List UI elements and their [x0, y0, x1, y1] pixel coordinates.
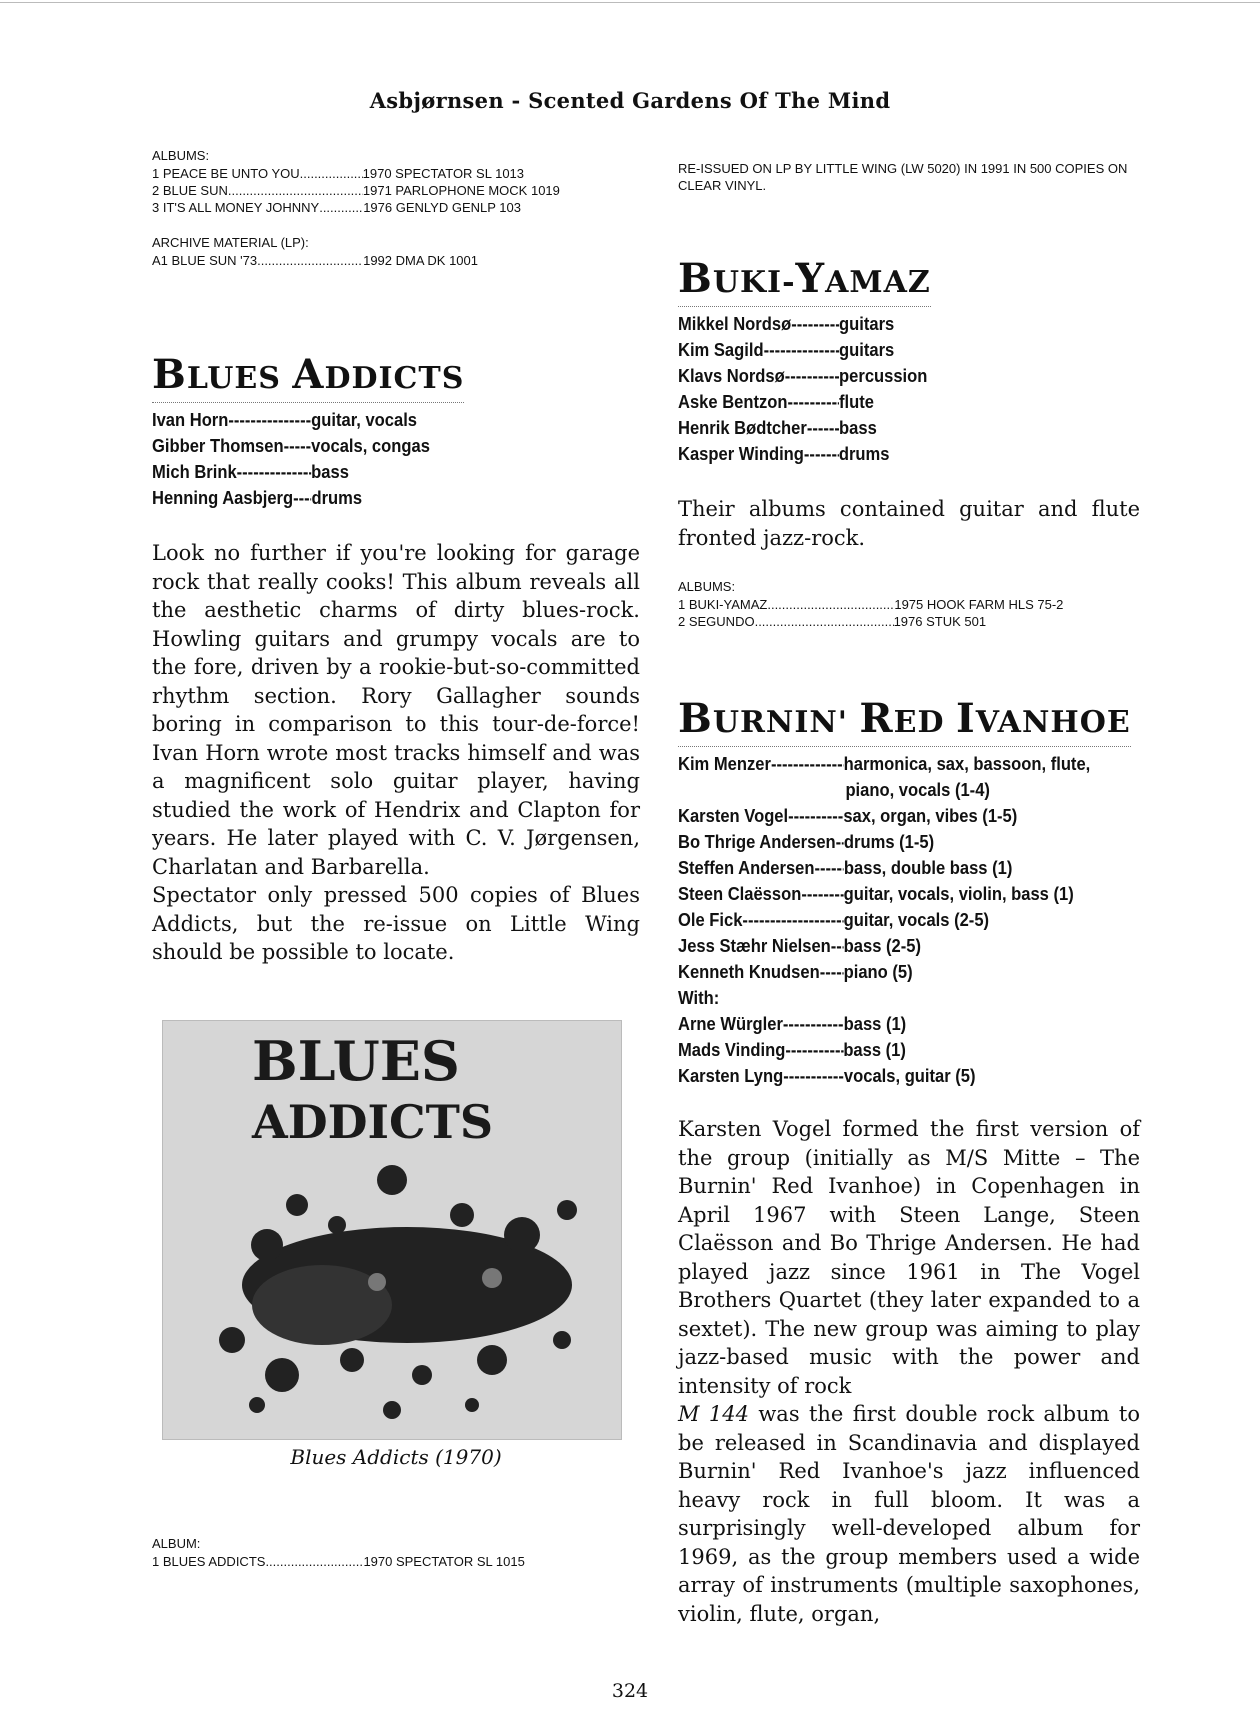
- member-role: drums: [311, 488, 363, 508]
- leader-dashes: [293, 485, 311, 511]
- discography-entry: [152, 182, 640, 199]
- member-entry: [678, 389, 1103, 415]
- member-entry: [678, 1037, 1103, 1063]
- album-title: 1 PEACE BE UNTO YOU: [152, 166, 300, 181]
- member-name: Bo Thrige Andersen: [678, 832, 836, 852]
- page-header: Asbjørnsen - Scented Gardens Of The Mind: [369, 88, 891, 113]
- leader-dashes: [831, 933, 844, 959]
- member-name: Steffen Andersen: [678, 858, 815, 878]
- member-list: [678, 311, 1103, 467]
- member-entry: [678, 1063, 1103, 1089]
- member-entry: [678, 829, 1103, 855]
- leader-dashes: [764, 337, 839, 363]
- discography-entry: [152, 165, 640, 182]
- release-info: 1971 PARLOPHONE MOCK 1019: [362, 183, 560, 198]
- member-name: Karsten Lyng: [678, 1066, 784, 1086]
- album-title: 2 SEGUNDO: [678, 614, 755, 629]
- member-role: guitar, vocals (2-5): [843, 910, 990, 930]
- leader-dashes: [807, 415, 839, 441]
- leader-dots: [257, 252, 363, 269]
- leader-dashes: [785, 1037, 843, 1063]
- asbjornsen-discography: [152, 147, 640, 269]
- review-text: Their albums contained guitar and flute fronted jazz-rock.: [678, 497, 1140, 550]
- leader-dashes: [836, 829, 844, 855]
- member-name: Ole Fick: [678, 910, 743, 930]
- discography-entry: [678, 596, 1140, 613]
- member-entry: [678, 337, 1103, 363]
- album-title: 3 IT'S ALL MONEY JOHNNY: [152, 200, 320, 215]
- leader-dashes: [791, 311, 839, 337]
- leader-dashes: [783, 1063, 844, 1089]
- member-name: Ivan Horn: [152, 410, 229, 430]
- leader-dots: [300, 165, 363, 182]
- review-paragraph: Spectator only pressed 500 copies of Blues Addicts, but the re-issue on Little Wing should be possible to locate.: [152, 883, 640, 964]
- member-entry: [678, 907, 1103, 933]
- member-role: guitars: [839, 340, 895, 360]
- release-info: 1992 DMA DK 1001: [363, 253, 478, 268]
- reissue-note-block: [678, 160, 1140, 194]
- member-name: Karsten Vogel: [678, 806, 789, 826]
- buki-yamaz-section: [678, 257, 1140, 630]
- member-entry: [678, 751, 1103, 777]
- member-name: Mikkel Nordsø: [678, 314, 792, 334]
- burnin-red-ivanhoe-section: [678, 697, 1140, 1628]
- member-name: Henning Aasbjerg: [152, 488, 294, 508]
- member-role: bass: [311, 462, 349, 482]
- leader-dashes: [785, 363, 839, 389]
- albums-heading: ALBUMS:: [152, 148, 210, 163]
- reissue-note: RE-ISSUED ON LP BY LITTLE WING (LW 5020) IN 1991 IN 500 COPIES ON CLEAR VINYL.: [678, 161, 1128, 193]
- cover-title-line1: BLUES: [252, 1029, 460, 1093]
- discography-entry: [152, 1553, 640, 1570]
- review-paragraph: M 144 was the first double rock album to be released in Scandinavia and displayed Burnin' Red Ivanhoe's jazz influenced heavy rock in full bloom. It was a surprisingly well-developed album for 1969, as the group members used a wide array of instruments (multiple saxophones, violin, flute, organ,: [678, 1402, 1140, 1626]
- album-title: 2 BLUE SUN: [152, 183, 228, 198]
- member-name: Mads Vinding: [678, 1040, 786, 1060]
- member-role: guitars: [839, 314, 895, 334]
- album-title: 1 BLUES ADDICTS: [152, 1554, 266, 1569]
- top-rule: [0, 2, 1260, 3]
- leader-dashes: [804, 441, 839, 467]
- blues-addicts-discography: [152, 1535, 640, 1570]
- member-entry: [678, 803, 1103, 829]
- member-role: vocals, congas: [311, 436, 430, 456]
- leader-dashes: [788, 389, 840, 415]
- leader-dashes: [820, 959, 844, 985]
- member-name: Kim Menzer: [678, 754, 771, 774]
- member-entry: [678, 777, 1103, 803]
- review-text: [678, 1115, 1140, 1628]
- band-title-buki-yamaz: BUKI-YAMAZ: [678, 257, 931, 307]
- album-title: A1 BLUE SUN '73: [152, 253, 258, 268]
- member-name: Arne Würgler: [678, 1014, 783, 1034]
- leader-dots: [228, 182, 363, 199]
- leader-dashes: [801, 881, 843, 907]
- blues-addicts-section: [152, 353, 640, 967]
- member-role: sax, organ, vibes (1-5): [843, 806, 1018, 826]
- member-role: piano, vocals (1-4): [845, 780, 990, 800]
- leader-dashes: [771, 751, 844, 777]
- band-title-burnin-red-ivanhoe: BURNIN' RED IVANHOE: [678, 697, 1131, 747]
- member-entry: [152, 433, 601, 459]
- member-role: bass: [839, 418, 877, 438]
- release-info: 1975 HOOK FARM HLS 75-2: [894, 597, 1064, 612]
- member-entry: [678, 855, 1103, 881]
- cover-title-line2: ADDICTS: [252, 1095, 494, 1149]
- member-name: Gibber Thomsen: [152, 436, 284, 456]
- member-name: Steen Claësson: [678, 884, 802, 904]
- leader-dashes: [228, 407, 311, 433]
- member-role: drums (1-5): [843, 832, 935, 852]
- buki-yamaz-discography: [678, 578, 1140, 630]
- member-entry: [152, 485, 601, 511]
- member-list: [678, 751, 1103, 985]
- member-role: percussion: [839, 366, 928, 386]
- albums-heading: ALBUMS:: [678, 579, 736, 594]
- discography-entry: [152, 252, 640, 269]
- member-entry: [152, 407, 601, 433]
- review-text: [152, 539, 640, 967]
- leader-dashes: [284, 433, 312, 459]
- member-role: vocals, guitar (5): [843, 1066, 976, 1086]
- archive-heading: ARCHIVE MATERIAL (LP):: [152, 235, 309, 250]
- review-paragraph: Karsten Vogel formed the first version of the group (initially as M/S Mitte – The Burnin' Red Ivanhoe) in Copenhagen in April 1967 with Steen Lange, Steen Claësson and Bo Thrige Andersen. He had played jazz since 1961 in The Vogel Brothers Quartet (they later expanded to a sextet). The new group was aiming to play jazz-based music with the power and intensity of rock: [678, 1117, 1140, 1398]
- member-role: bass (1): [843, 1014, 907, 1034]
- member-entry: [678, 959, 1103, 985]
- cover-caption: Blues Addicts (1970): [290, 1445, 502, 1469]
- member-entry: [678, 311, 1103, 337]
- leader-dashes: [783, 1011, 844, 1037]
- member-name: Mich Brink: [152, 462, 237, 482]
- leader-dots: [319, 199, 363, 216]
- release-info: 1976 STUK 501: [893, 614, 987, 629]
- member-name: Jess Stæhr Nielsen: [678, 936, 831, 956]
- release-info: 1976 GENLYD GENLP 103: [363, 200, 521, 215]
- member-role: harmonica, sax, bassoon, flute,: [843, 754, 1091, 774]
- leader-dots: [755, 613, 894, 630]
- release-info: 1970 SPECTATOR SL 1015: [363, 1554, 525, 1569]
- member-name: Henrik Bødtcher: [678, 418, 807, 438]
- leader-dots: [767, 596, 894, 613]
- member-name: Klavs Nordsø: [678, 366, 785, 386]
- leader-dashes: [814, 855, 843, 881]
- member-name: Kasper Winding: [678, 444, 804, 464]
- album-heading: ALBUM:: [152, 1536, 201, 1551]
- leader-dashes: [742, 907, 843, 933]
- member-list: [152, 407, 601, 511]
- member-entry: [678, 1011, 1103, 1037]
- leader-dashes: [788, 803, 843, 829]
- album-title: 1 BUKI-YAMAZ: [678, 597, 768, 612]
- release-info: 1970 SPECTATOR SL 1013: [362, 166, 525, 181]
- member-role: bass, double bass (1): [843, 858, 1013, 878]
- member-role: piano (5): [843, 962, 913, 982]
- leader-dashes: [237, 459, 312, 485]
- page-number: 324: [611, 1680, 649, 1702]
- member-entry: [678, 441, 1103, 467]
- member-role: bass (2-5): [843, 936, 921, 956]
- member-name: Aske Bentzon: [678, 392, 788, 412]
- member-entry: [678, 363, 1103, 389]
- member-entry: [678, 933, 1103, 959]
- band-title-blues-addicts: BLUES ADDICTS: [152, 353, 464, 403]
- member-entry: [678, 881, 1103, 907]
- leader-dots: [265, 1553, 363, 1570]
- cover-caption-block: [152, 1445, 640, 1469]
- member-role: flute: [839, 392, 874, 412]
- member-entry: [678, 415, 1103, 441]
- member-role: bass (1): [843, 1040, 906, 1060]
- discography-entry: [152, 199, 640, 216]
- member-role: guitar, vocals, violin, bass (1): [843, 884, 1074, 904]
- left-column: [152, 147, 640, 269]
- member-entry: [152, 459, 601, 485]
- review-paragraph: Look no further if you're looking for garage rock that really cooks! This album reveals all the aesthetic charms of dirty blues-rock. Howling guitars and grumpy vocals are to the fore, driven by a rookie-but-so-committed rhythm section. Rory Gallagher sounds boring in comparison to this tour-de-force! Ivan Horn wrote most tracks himself and was a magnificent solo guitar player, having studied the work of Hendrix and Clapton for years. He later played with C. V. Jørgensen, Charlatan and Barbarella.: [152, 541, 640, 879]
- with-label: With:: [678, 988, 720, 1008]
- member-role: guitar, vocals: [311, 410, 418, 430]
- discography-entry: [678, 613, 1140, 630]
- member-name: Kim Sagild: [678, 340, 764, 360]
- member-role: drums: [838, 444, 890, 464]
- guest-list: [678, 1011, 1103, 1089]
- album-cover-image: [162, 1020, 622, 1440]
- member-name: Kenneth Knudsen: [678, 962, 820, 982]
